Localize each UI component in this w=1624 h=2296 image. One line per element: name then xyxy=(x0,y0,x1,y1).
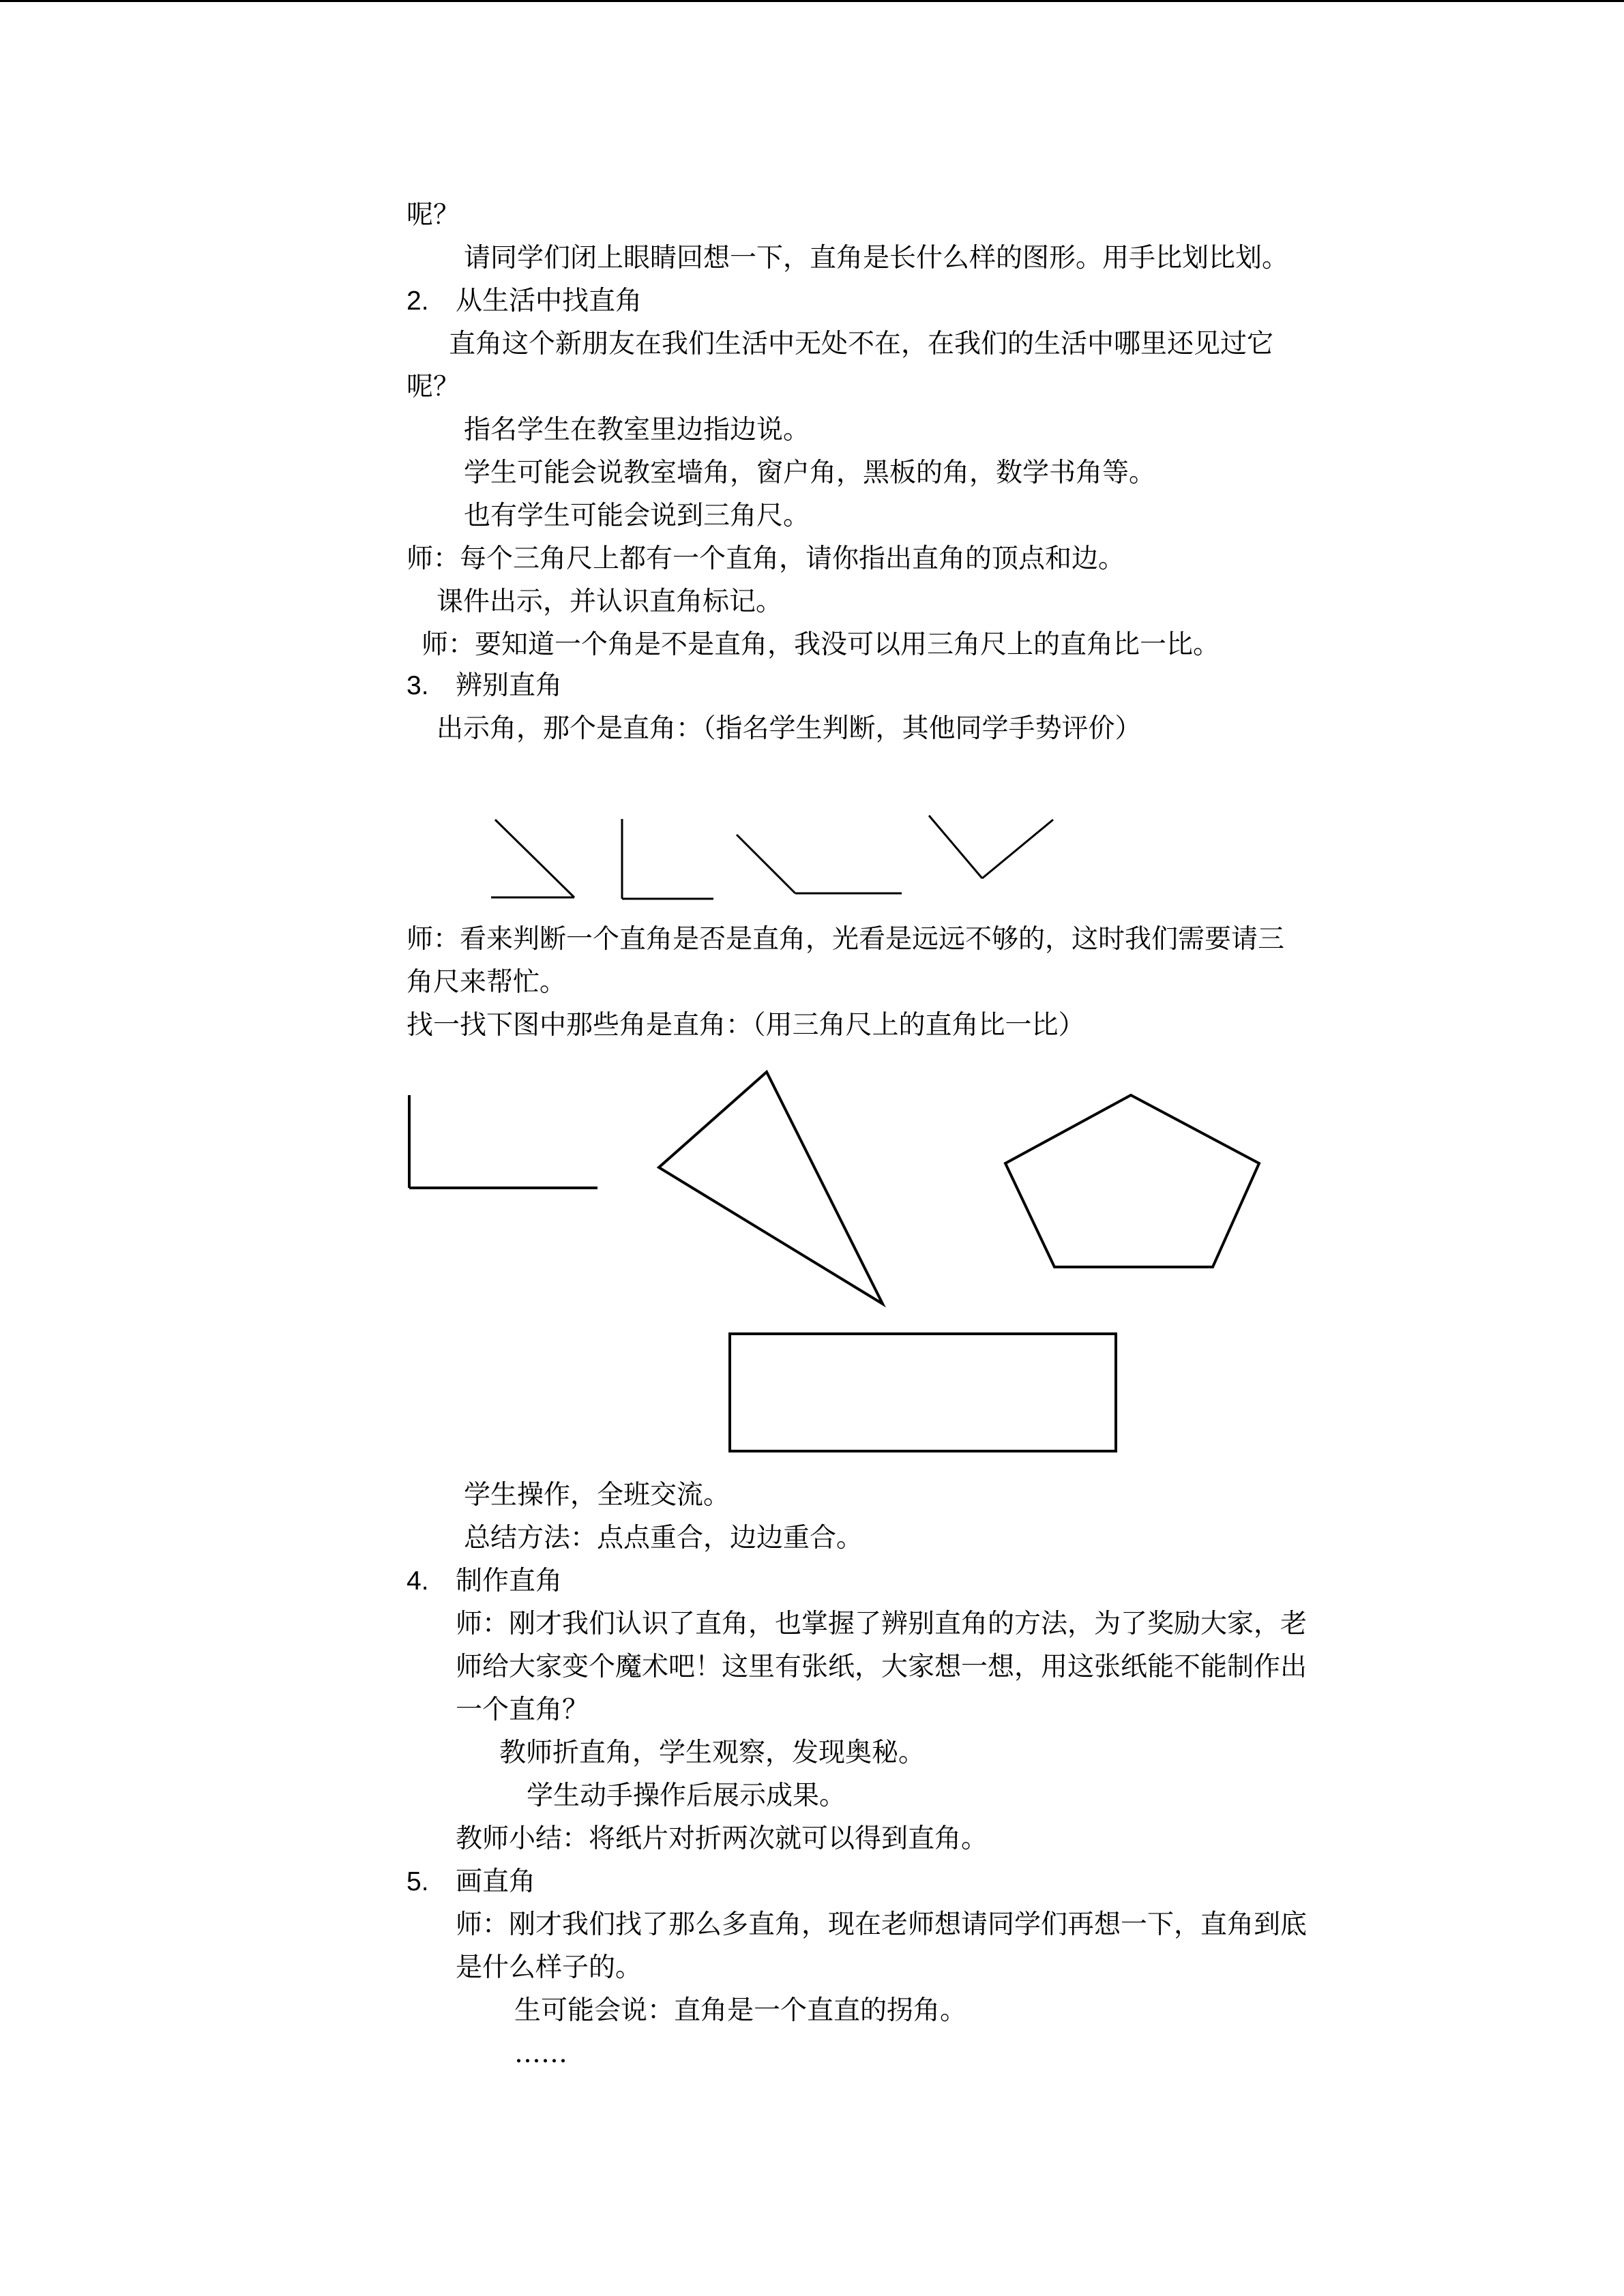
section-heading-5 xyxy=(407,1862,429,1903)
text-line: 呢？ xyxy=(407,200,460,230)
angle-ray xyxy=(929,816,982,878)
text-line: 师：刚才我们认识了直角，也掌握了辨别直角的方法，为了奖励大家，老 xyxy=(456,1609,1308,1639)
shape-pentagon xyxy=(1005,1095,1259,1267)
text-line: 角尺来帮忙。 xyxy=(407,967,567,998)
shape-triangle xyxy=(659,1072,883,1304)
text-line: 师：每个三角尺上都有一个直角，请你指出直角的顶点和边。 xyxy=(407,543,1125,574)
text-line: 指名学生在教室里边指边说。 xyxy=(464,415,810,445)
section-title: 从生活中找直角 xyxy=(456,286,643,316)
text-line: 也有学生可能会说到三角尺。 xyxy=(464,501,810,531)
text-line: 学生可能会说教室墙角，窗户角，黑板的角，数学书角等。 xyxy=(464,458,1156,488)
angle-ray xyxy=(495,820,574,897)
section-heading-4 xyxy=(407,1561,429,1602)
text-line: 教师折直角，学生观察，发现奥秘。 xyxy=(499,1738,926,1768)
text-line: 课件出示，并认识直角标记。 xyxy=(437,586,783,617)
section-number: 4. xyxy=(407,1566,429,1596)
text-line: 总结方法：点点重合，边边重合。 xyxy=(464,1523,863,1553)
text-line: 师给大家变个魔术吧！这里有张纸，大家想一想，用这张纸能不能制作出 xyxy=(456,1652,1308,1682)
text-line: 出示角，那个是直角：（指名学生判断，其他同学手势评价） xyxy=(437,713,1142,744)
text-line: 师：要知道一个角是不是直角，我没可以用三角尺上的直角比一比。 xyxy=(422,629,1220,660)
text-line: 教师小结：将纸片对折两次就可以得到直角。 xyxy=(456,1823,988,1854)
text-line: 学生操作，全班交流。 xyxy=(464,1480,730,1510)
text-line: 一个直角？ xyxy=(456,1695,589,1725)
text-line: 是什么样子的。 xyxy=(456,1952,643,1983)
angle-ray xyxy=(737,835,795,893)
angle-example-right xyxy=(622,819,713,899)
text-line: 直角这个新朋友在我们生活中无处不在，在我们的生活中哪里还见过它 xyxy=(449,329,1274,359)
text-line: 师：看来判断一个直角是否是直角，光看是远远不够的，这时我们需要请三 xyxy=(407,924,1285,955)
text-line: …… xyxy=(514,2038,567,2069)
text-line: 生可能会说：直角是一个直直的拐角。 xyxy=(514,1995,967,2026)
text-line: 呢？ xyxy=(407,372,460,402)
section-number: 2. xyxy=(407,286,429,316)
section-heading-3 xyxy=(407,666,429,706)
section-title: 辨别直角 xyxy=(456,670,563,701)
section-number: 3. xyxy=(407,671,429,700)
angle-example-v xyxy=(929,816,1053,878)
shape-rectangle xyxy=(730,1334,1116,1451)
section-title: 画直角 xyxy=(456,1866,536,1897)
angle-ray xyxy=(982,820,1053,878)
text-line: 请同学们闭上眼睛回想一下，直角是长什么样的图形。用手比划比划。 xyxy=(464,243,1289,273)
section-title: 制作直角 xyxy=(456,1566,563,1596)
section-number: 5. xyxy=(407,1867,429,1896)
angle-example-obtuse xyxy=(737,835,902,893)
section-heading-2 xyxy=(407,281,429,322)
shape-right-angle-corner xyxy=(409,1095,597,1188)
text-line: 学生动手操作后展示成果。 xyxy=(527,1780,846,1811)
angle-example-acute xyxy=(491,820,574,897)
text-line: 找一找下图中那些角是直角：（用三角尺上的直角比一比） xyxy=(407,1010,1085,1041)
page-top-border xyxy=(0,0,1624,2)
text-line: 师：刚才我们找了那么多直角，现在老师想请同学们再想一下，直角到底 xyxy=(456,1909,1308,1940)
